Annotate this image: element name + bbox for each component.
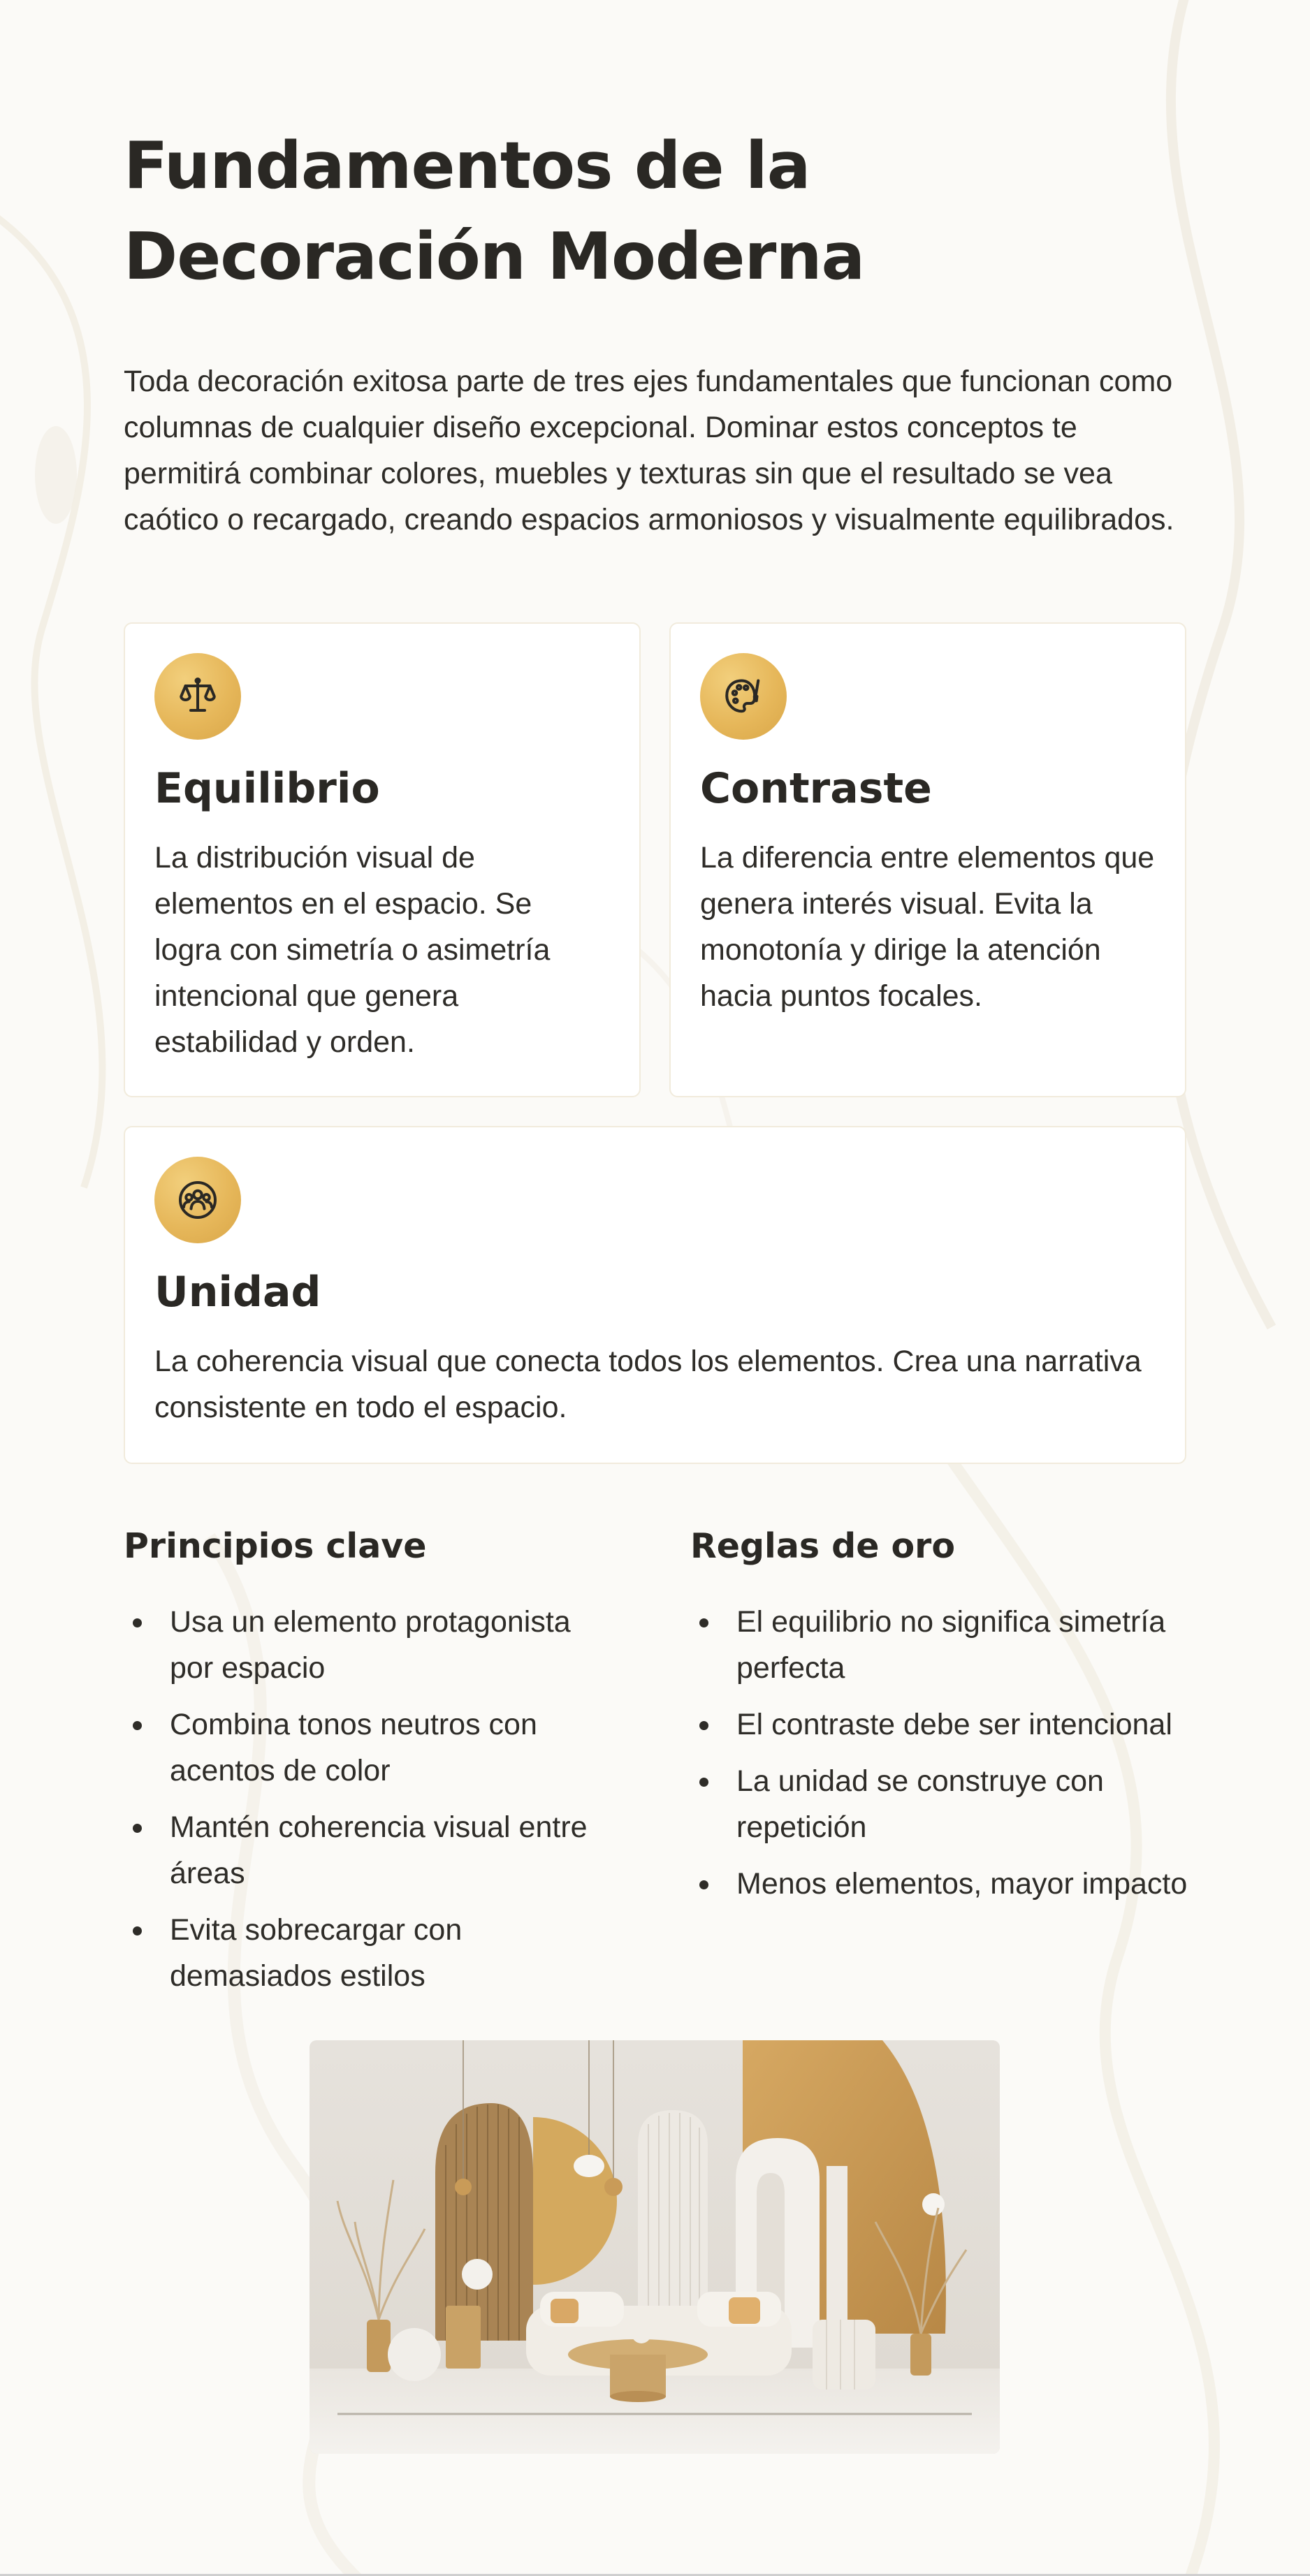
card-title: Contraste [700,764,932,813]
balance-scale-icon [154,653,241,740]
living-room-illustration [310,2040,1000,2454]
modern-living-room-image [310,2040,1000,2454]
palette-icon [700,653,787,740]
page-title-line2: Decoración Moderna [124,219,865,294]
card-title: Equilibrio [154,764,380,813]
list-item: La unidad se construye con repetición [690,1758,1207,1850]
list-item: El equilibrio no significa simetría perfecta [690,1599,1207,1691]
list-item: Combina tonos neutros con acentos de color [124,1702,613,1794]
page-title-line1: Fundamentos de la [124,128,810,203]
intro-paragraph: Toda decoración exitosa parte de tres ejes fundamentales que funcionan como columnas de cualquier diseño excepcional. Dominar estos conceptos te permitirá combinar colores, muebles y texturas sin que el resultado se vea caótico o recargado, creando espacios armoniosos y visualmente equilibrados. [124,365,1174,536]
card-equilibrio [124,622,641,1097]
list-item: Usa un elemento protagonista por espacio [124,1599,613,1691]
card-description: La coherencia visual que conecta todos los elementos. Crea una narrativa consistente en todo el espacio. [154,1345,1142,1424]
page-title [124,120,1032,302]
card-title: Unidad [154,1268,321,1317]
reglas-title: Reglas de oro [690,1526,955,1566]
list-item: El contraste debe ser intencional [690,1702,1207,1748]
principios-list [124,1599,613,2010]
reglas-list [690,1599,1207,1917]
list-item: Menos elementos, mayor impacto [690,1861,1207,1907]
list-item: Mantén coherencia visual entre áreas [124,1804,613,1896]
card-description: La distribución visual de elementos en el espacio. Se logra con simetría o asimetría intencional que genera estabilidad y orden. [154,841,551,1059]
card-contraste [669,622,1186,1097]
card-unidad [124,1126,1186,1464]
group-icon [154,1157,241,1243]
principios-title: Principios clave [124,1526,427,1566]
card-description: La diferencia entre elementos que genera interés visual. Evita la monotonía y dirige la atención hacia puntos focales. [700,841,1155,1013]
list-item: Evita sobrecargar con demasiados estilos [124,1907,613,1999]
